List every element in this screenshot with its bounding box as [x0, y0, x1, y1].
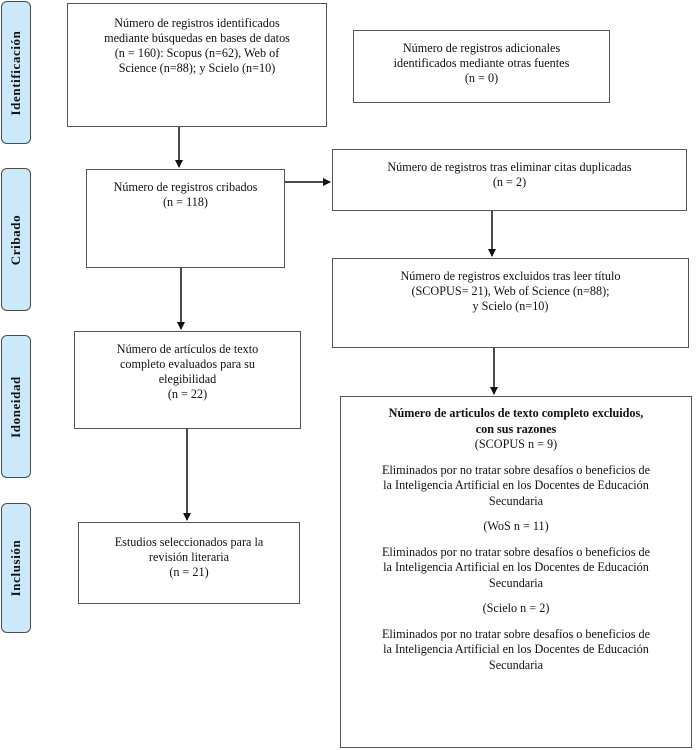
box-text-line: (n = 118) — [162, 195, 208, 209]
stage-label-text: Cribado — [8, 214, 23, 265]
stage-label-text: Inclusión — [8, 539, 23, 597]
exclusion-reason-line: Secundaria — [488, 657, 544, 672]
box-duplicates-removed — [332, 149, 687, 211]
box-identified-databases — [67, 3, 327, 127]
box-text-line: Número de artículos de texto — [116, 342, 259, 356]
exclusion-source: (SCOPUS n = 9) — [474, 437, 558, 451]
box-text-line: elegibilidad — [158, 372, 217, 386]
box-text-line: (SCOPUS= 21), Web of Science (n=88); — [411, 284, 610, 298]
box-fulltext-excluded — [340, 396, 692, 748]
box-screened — [86, 169, 285, 268]
box-text-line: revisión literaria — [148, 550, 230, 564]
box-text-line: mediante búsquedas en bases de datos — [104, 31, 290, 45]
exclusion-source: (Scielo n = 2) — [482, 601, 550, 615]
box-text-line: (n = 22) — [167, 387, 208, 401]
box-text-line: completo evaluados para su — [119, 357, 256, 371]
stage-label-text: Idoneidad — [8, 375, 23, 438]
exclusion-reason-line: la Inteligencia Artificial en los Docentes de Educación — [383, 560, 649, 574]
box-identified-other-sources — [353, 30, 610, 103]
box-text-line: (n = 0) — [464, 71, 499, 85]
box-text-line: Número de registros excluidos tras leer título — [400, 269, 621, 283]
stage-label-text: Identificación — [8, 30, 23, 115]
box-included-studies — [78, 522, 300, 604]
box-text-line: (n = 2) — [492, 175, 527, 189]
box-text-line: Número de registros identificados — [114, 16, 280, 30]
exclusion-reason-line: Secundaria — [488, 493, 544, 508]
exclusion-reason-line: Secundaria — [488, 575, 544, 590]
box-title-line: Número de articulos de texto completo excluidos, — [388, 406, 644, 420]
box-text-line: Número de registros adicionales — [402, 41, 561, 55]
exclusion-source: (WoS n = 11) — [483, 519, 549, 533]
box-text-line: Science (n=88); y Scielo (n=10) — [118, 61, 276, 75]
box-fulltext-assessed — [74, 331, 301, 429]
exclusion-reason-line: Eliminados por no tratar sobre desafíos o beneficios de — [381, 544, 651, 559]
exclusion-reason-line: la Inteligencia Artificial en los Docentes de Educación — [383, 642, 649, 656]
exclusion-reason-line: Eliminados por no tratar sobre desafíos o beneficios de — [381, 462, 651, 477]
box-text-line: Estudios seleccionados para la — [114, 535, 264, 549]
box-excluded-after-title — [332, 258, 689, 348]
box-text-line: identificados mediante otras fuentes — [393, 56, 570, 70]
box-title-line: con sus razones — [475, 421, 557, 436]
box-text-line: y Scielo (n=10) — [472, 299, 549, 313]
exclusion-reason-line: Eliminados por no tratar sobre desafíos o beneficios de — [381, 626, 651, 641]
box-text-line: Número de registros cribados — [113, 180, 258, 194]
box-text-line: (n = 21) — [169, 565, 209, 579]
box-text-line: Número de registros tras eliminar citas duplicadas — [387, 160, 632, 174]
box-text-line: (n = 160): Scopus (n=62), Web of — [114, 46, 280, 60]
exclusion-reason-line: la Inteligencia Artificial en los Docentes de Educación — [383, 478, 649, 492]
